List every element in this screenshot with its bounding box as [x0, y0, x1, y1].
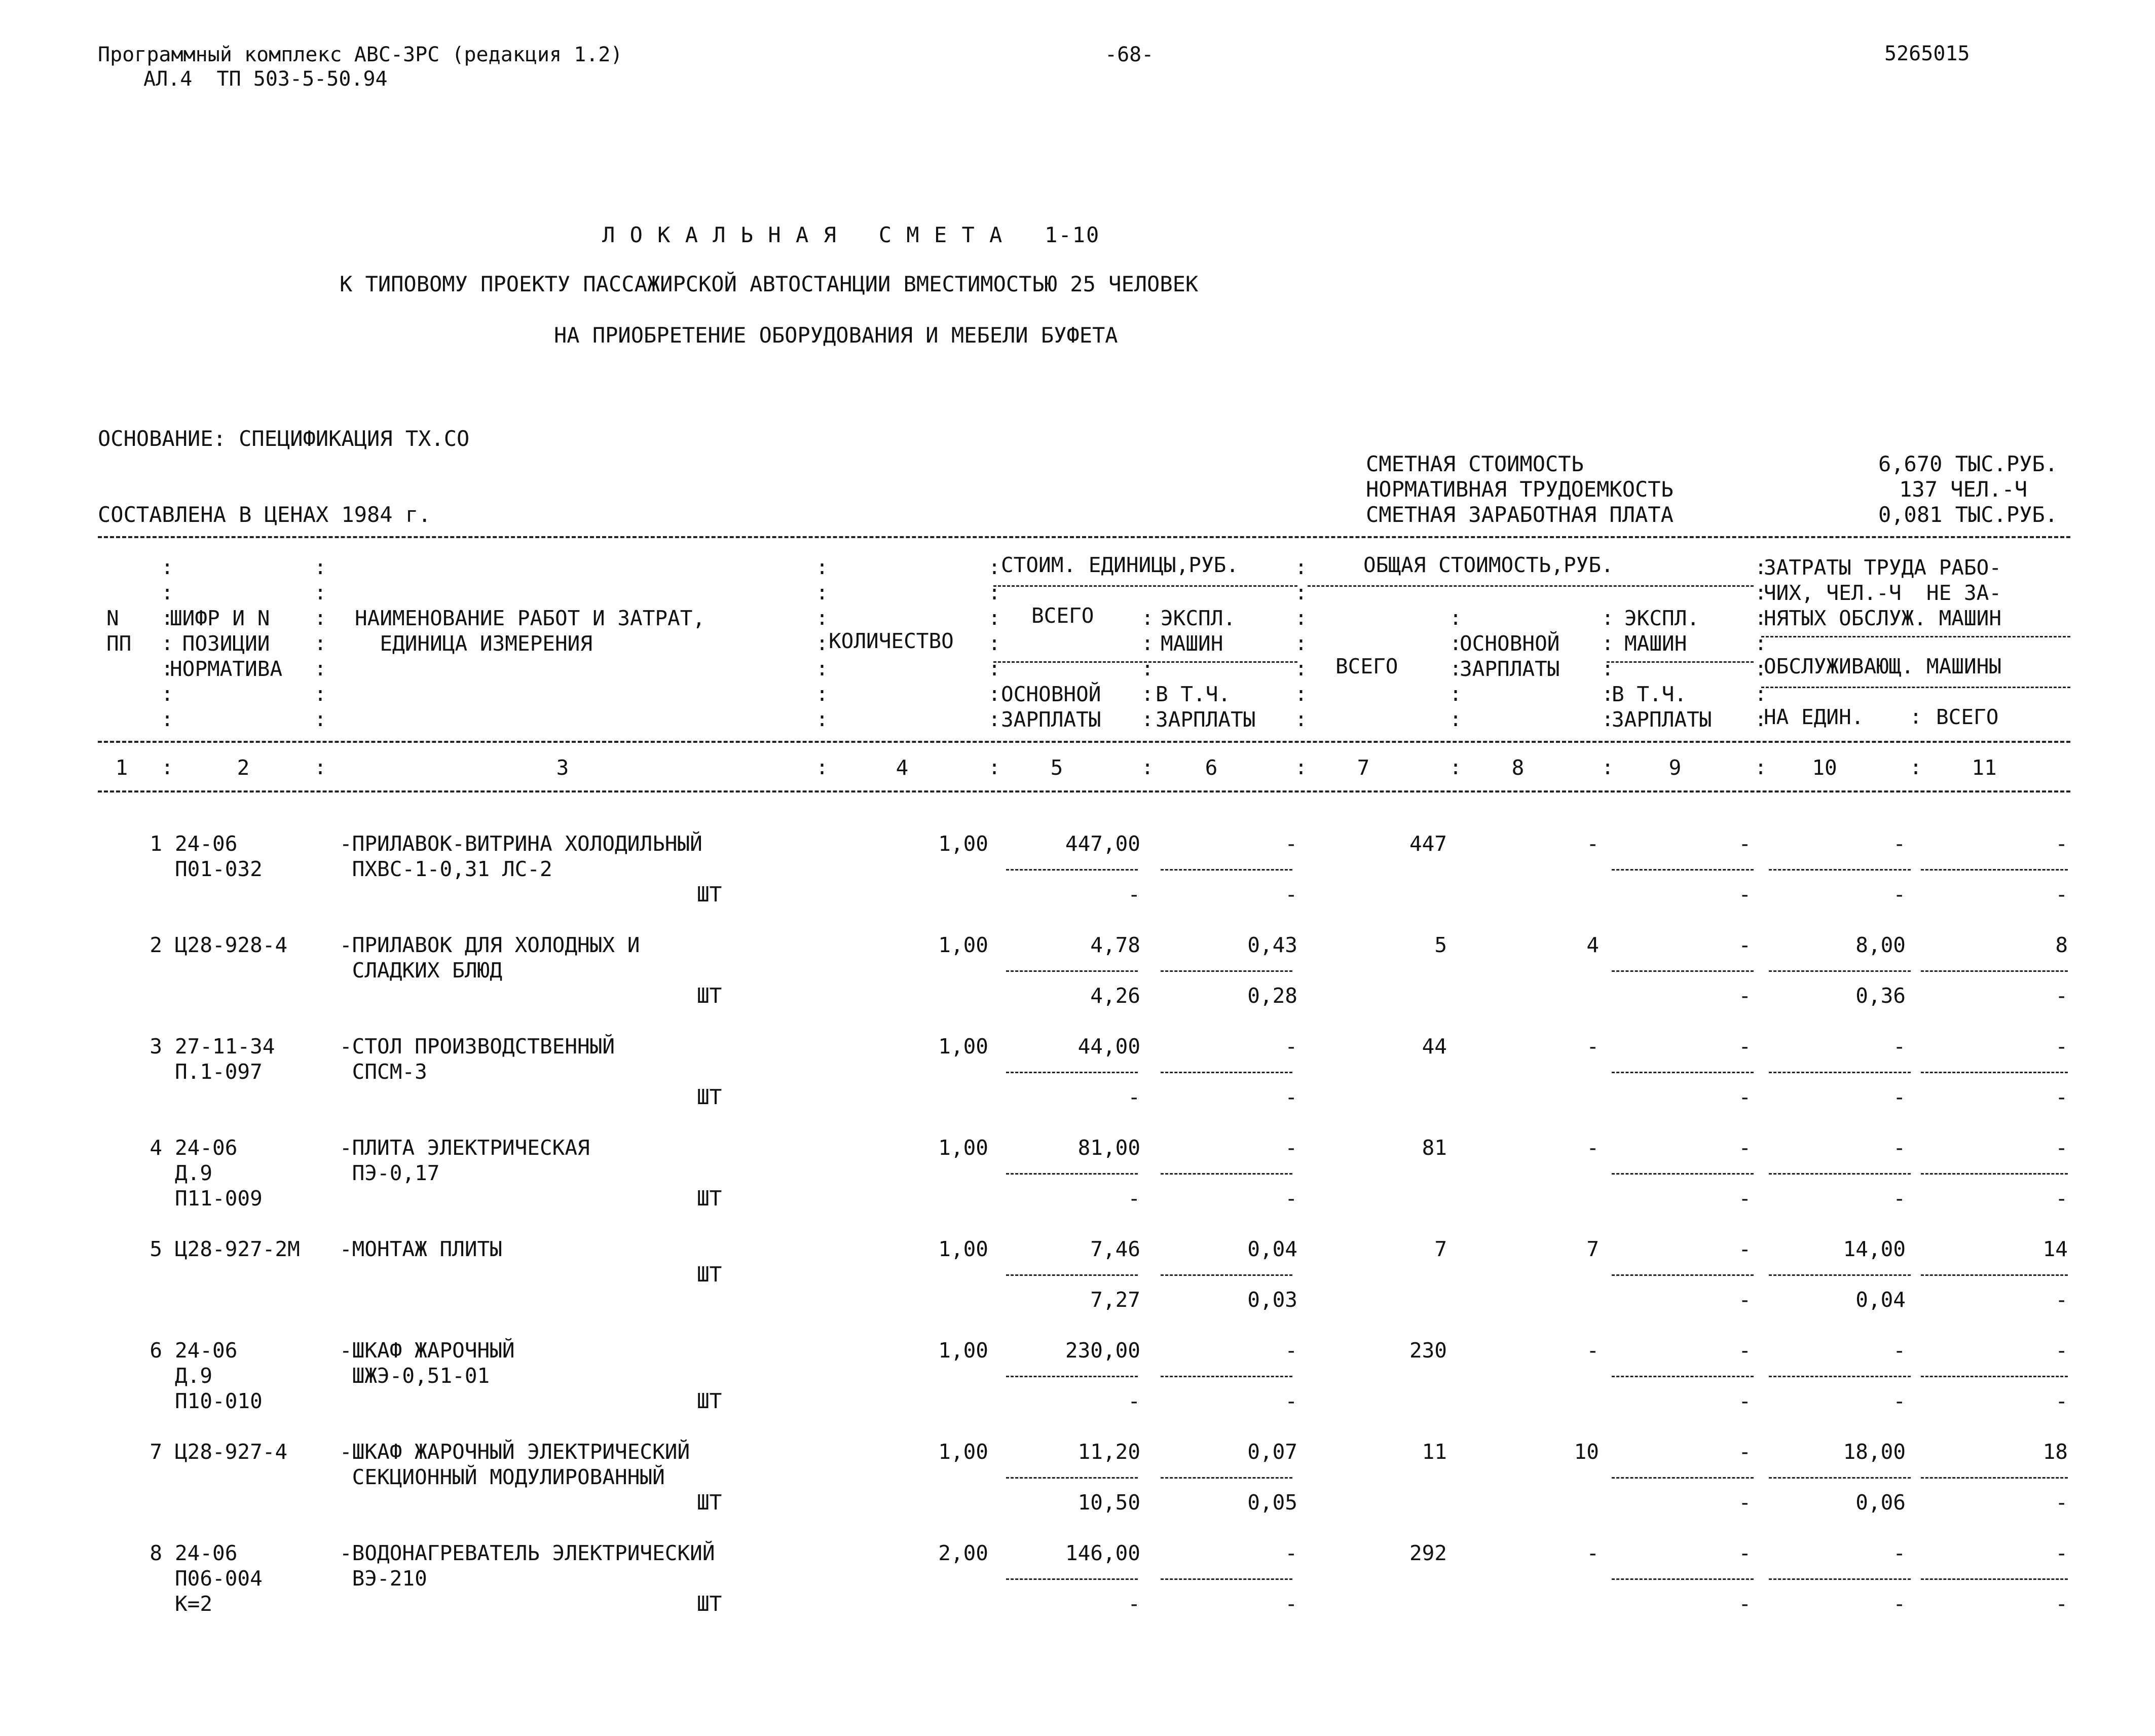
cell-divider: [1161, 1072, 1292, 1073]
document-subtitle-2: НА ПРИОБРЕТЕНИЕ ОБОРУДОВАНИЯ И МЕБЕЛИ БУФЕТА: [554, 323, 1118, 348]
row-total-wages: -: [1586, 1136, 1599, 1160]
row-unit-machine-wages: -: [1285, 882, 1297, 907]
row-number: 3: [150, 1034, 162, 1059]
row-labor-service-total: -: [2055, 1085, 2068, 1109]
row-labor-service-per-unit: -: [1893, 882, 1906, 907]
column-number: 1: [115, 756, 128, 780]
cell-divider: [1921, 1578, 2068, 1580]
row-labor-total: 18: [2042, 1440, 2068, 1464]
cell-divider: [1921, 1376, 2068, 1377]
row-name: -ШКАФ ЖАРОЧНЫЙ ШЖЭ-0,51-01: [340, 1338, 515, 1388]
row-name: -ПЛИТА ЭЛЕКТРИЧЕСКАЯ ПЭ-0,17: [340, 1136, 590, 1185]
cell-divider: [1161, 1376, 1292, 1377]
page-number: -68-: [1105, 43, 1154, 66]
row-total-machine-wages: -: [1738, 1288, 1751, 1312]
row-total: 5: [1434, 933, 1447, 957]
row-quantity: 1,00: [938, 1440, 988, 1464]
cell-divider: [1161, 1274, 1292, 1276]
summary-value: 6,670 ТЫС.РУБ.: [1878, 451, 2058, 476]
row-labor-total: 14: [2042, 1237, 2068, 1261]
row-total-machines: -: [1738, 1237, 1751, 1261]
row-labor-service-total: -: [2055, 1288, 2068, 1312]
row-name: -ШКАФ ЖАРОЧНЫЙ ЭЛЕКТРИЧЕСКИЙ СЕКЦИОННЫЙ МОДУЛИРОВАННЫЙ: [340, 1440, 690, 1489]
row-code: Ц28-928-4: [175, 933, 288, 957]
row-unit-total: 44,00: [1078, 1034, 1140, 1059]
row-total-machine-wages: -: [1738, 1592, 1751, 1616]
cell-divider: [1921, 1274, 2068, 1276]
row-unit-machines: -: [1285, 1338, 1297, 1363]
row-labor-total: -: [2055, 1034, 2068, 1059]
row-labor-total: -: [2055, 1136, 2068, 1160]
cell-divider: [1769, 1173, 1911, 1175]
column-number: 9: [1668, 756, 1682, 780]
row-total-wages: -: [1586, 1541, 1599, 1565]
cell-divider: [1612, 970, 1754, 972]
column-number: 6: [1205, 756, 1218, 780]
col-header-unit-wages: ОСНОВНОЙ ЗАРПЛАТЫ: [1001, 682, 1101, 732]
cell-divider: [1161, 1477, 1292, 1479]
row-number: 5: [150, 1237, 162, 1261]
row-name: -МОНТАЖ ПЛИТЫ: [340, 1237, 502, 1261]
row-unit-wages: -: [1128, 1592, 1140, 1616]
row-unit: ШТ: [697, 1389, 722, 1413]
table-top-rule: [98, 536, 2070, 538]
cell-divider: [1161, 869, 1292, 871]
cell-divider: [1006, 1477, 1138, 1479]
row-total-wages: -: [1586, 1338, 1599, 1363]
row-labor-per-unit: -: [1893, 1034, 1906, 1059]
column-numbers-rule: [98, 790, 2070, 792]
row-unit-total: 81,00: [1078, 1136, 1140, 1160]
column-number: 3: [556, 756, 569, 780]
row-labor-service-per-unit: 0,04: [1855, 1288, 1906, 1312]
row-labor-service-total: -: [2055, 1592, 2068, 1616]
cell-divider: [1006, 1173, 1138, 1175]
cell-divider: [1006, 1072, 1138, 1073]
row-total: 447: [1409, 832, 1447, 856]
col-header-total-machines: ЭКСПЛ. МАШИН: [1624, 606, 1700, 656]
document-subtitle: К ТИПОВОМУ ПРОЕКТУ ПАССАЖИРСКОЙ АВТОСТАНЦИИ ВМЕСТИМОСТЬЮ 25 ЧЕЛОВЕК: [340, 272, 1199, 296]
row-unit: ШТ: [697, 1085, 722, 1109]
cell-divider: [1612, 1072, 1754, 1073]
cell-divider: [1161, 970, 1292, 972]
row-unit-machine-wages: -: [1285, 1389, 1297, 1413]
col-header-labor: ЗАТРАТЫ ТРУДА РАБО- ЧИХ, ЧЕЛ.-Ч НЕ ЗА- НЯТЫХ ОБСЛУЖ. МАШИН: [1764, 555, 2001, 630]
row-total-machines: -: [1738, 1541, 1751, 1565]
row-unit-machine-wages: 0,05: [1247, 1490, 1297, 1515]
row-labor-total: 8: [2055, 933, 2068, 957]
row-unit: ШТ: [697, 1592, 722, 1616]
cell-divider: [1769, 1274, 1911, 1276]
row-total-wages: 7: [1586, 1237, 1599, 1261]
document-title: Л О К А Л Ь Н А Я С М Е Т А 1-10: [602, 222, 1100, 247]
cell-divider: [1921, 1173, 2068, 1175]
row-labor-service-per-unit: -: [1893, 1592, 1906, 1616]
row-unit-wages: -: [1128, 882, 1140, 907]
col-header-number: N ПП: [106, 606, 132, 656]
col-header-labor-service: ОБСЛУЖИВАЮЩ. МАШИНЫ: [1764, 654, 2001, 678]
row-total-machine-wages: -: [1738, 984, 1751, 1008]
cell-divider: [1769, 970, 1911, 972]
row-total: 292: [1409, 1541, 1447, 1565]
row-unit-machine-wages: -: [1285, 1186, 1297, 1211]
row-name: -ПРИЛАВОК-ВИТРИНА ХОЛОДИЛЬНЫЙ ПХВС-1-0,31 ЛС-2: [340, 832, 702, 881]
row-unit-total: 11,20: [1078, 1440, 1140, 1464]
labor-divider: [1761, 636, 2070, 637]
row-unit-machine-wages: 0,28: [1247, 984, 1297, 1008]
program-name: Программный комплекс АВС-3РС (редакция 1.2): [98, 43, 623, 66]
row-unit: ШТ: [697, 1262, 722, 1287]
row-total-machines: -: [1738, 832, 1751, 856]
column-number: 2: [237, 756, 250, 780]
row-unit-machines: -: [1285, 1034, 1297, 1059]
album-reference: АЛ.4 ТП 503-5-50.94: [143, 67, 388, 91]
summary-value: 137 ЧЕЛ.-Ч: [1899, 477, 2027, 502]
row-total: 44: [1422, 1034, 1447, 1059]
row-quantity: 1,00: [938, 1237, 988, 1261]
row-labor-service-total: -: [2055, 984, 2068, 1008]
column-number: 11: [1972, 756, 1997, 780]
row-unit-machine-wages: -: [1285, 1592, 1297, 1616]
row-total-machine-wages: -: [1738, 1085, 1751, 1109]
row-unit-machines: -: [1285, 1541, 1297, 1565]
cell-divider: [1006, 1274, 1138, 1276]
row-code: 24-06 Д.9 П10-010: [175, 1338, 263, 1413]
col-header-unit-machines: ЭКСПЛ. МАШИН: [1161, 606, 1236, 656]
summary-label: СМЕТНАЯ СТОИМОСТЬ: [1366, 451, 1584, 476]
row-labor-service-per-unit: -: [1893, 1186, 1906, 1211]
row-unit-total: 4,78: [1090, 933, 1140, 957]
row-unit-total: 447,00: [1065, 832, 1140, 856]
col-header-code: ШИФР И N ПОЗИЦИИ НОРМАТИВА: [170, 606, 283, 681]
column-number: 8: [1511, 756, 1525, 780]
row-total-wages: 4: [1586, 933, 1599, 957]
unit-cost-divider: [993, 585, 1297, 587]
machines-subdivider: [1607, 661, 1754, 663]
col-header-quantity: КОЛИЧЕСТВО: [829, 629, 954, 653]
row-name: -СТОЛ ПРОИЗВОДСТВЕННЫЙ СПСМ-3: [340, 1034, 615, 1084]
cell-divider: [1612, 1477, 1754, 1479]
row-quantity: 1,00: [938, 933, 988, 957]
col-header-unit-total: ВСЕГО: [1031, 603, 1094, 628]
col-header-total-cost: ОБЩАЯ СТОИМОСТЬ,РУБ.: [1363, 553, 1614, 577]
row-unit-wages: 7,27: [1090, 1288, 1140, 1312]
cell-divider: [1612, 1376, 1754, 1377]
row-labor-total: -: [2055, 832, 2068, 856]
col-header-total: ВСЕГО: [1335, 654, 1398, 678]
row-unit: ШТ: [697, 882, 722, 907]
row-number: 7: [150, 1440, 162, 1464]
row-unit-machine-wages: 0,03: [1247, 1288, 1297, 1312]
row-unit-total: 146,00: [1065, 1541, 1140, 1565]
row-total-machines: -: [1738, 1440, 1751, 1464]
prices-line: СОСТАВЛЕНА В ЦЕНАХ 1984 г.: [98, 502, 431, 527]
row-labor-per-unit: -: [1893, 1338, 1906, 1363]
row-quantity: 1,00: [938, 1034, 988, 1059]
summary-value: 0,081 ТЫС.РУБ.: [1878, 502, 2058, 527]
row-total-machine-wages: -: [1738, 882, 1751, 907]
row-labor-service-total: -: [2055, 1186, 2068, 1211]
row-total: 81: [1422, 1136, 1447, 1160]
cell-divider: [1921, 970, 2068, 972]
row-unit-wages: 4,26: [1090, 984, 1140, 1008]
column-number: 4: [896, 756, 909, 780]
cell-divider: [1769, 869, 1911, 871]
row-code: Ц28-927-2М: [175, 1237, 300, 1261]
column-number: 10: [1812, 756, 1837, 780]
row-code: 24-06 Д.9 П11-009: [175, 1136, 263, 1211]
cell-divider: [1921, 1477, 2068, 1479]
row-unit-machines: 0,07: [1247, 1440, 1297, 1464]
row-quantity: 2,00: [938, 1541, 988, 1565]
row-labor-service-per-unit: -: [1893, 1085, 1906, 1109]
summary-label: СМЕТНАЯ ЗАРАБОТНАЯ ПЛАТА: [1366, 502, 1674, 527]
cell-divider: [1612, 1578, 1754, 1580]
row-code: 27-11-34 П.1-097: [175, 1034, 275, 1084]
column-number: 5: [1050, 756, 1063, 780]
row-unit-machines: -: [1285, 1136, 1297, 1160]
row-labor-per-unit: -: [1893, 832, 1906, 856]
row-labor-service-total: -: [2055, 1389, 2068, 1413]
cell-divider: [1769, 1477, 1911, 1479]
document-code: 5265015: [1884, 42, 1970, 65]
row-quantity: 1,00: [938, 832, 988, 856]
row-unit-wages: 10,50: [1078, 1490, 1140, 1515]
row-unit-machine-wages: -: [1285, 1085, 1297, 1109]
row-number: 6: [150, 1338, 162, 1363]
row-unit-wages: -: [1128, 1085, 1140, 1109]
labor-subdivider: [1761, 687, 2070, 688]
cell-divider: [1006, 1376, 1138, 1377]
row-labor-per-unit: -: [1893, 1541, 1906, 1565]
row-labor-service-per-unit: 0,06: [1855, 1490, 1906, 1515]
row-labor-total: -: [2055, 1338, 2068, 1363]
cell-divider: [1161, 1173, 1292, 1175]
cell-divider: [1921, 1072, 2068, 1073]
row-total: 11: [1422, 1440, 1447, 1464]
row-quantity: 1,00: [938, 1338, 988, 1363]
row-total: 7: [1434, 1237, 1447, 1261]
row-unit-total: 7,46: [1090, 1237, 1140, 1261]
col-header-total-machine-wages: В Т.Ч. ЗАРПЛАТЫ: [1612, 682, 1712, 732]
row-labor-per-unit: -: [1893, 1136, 1906, 1160]
row-total-machines: -: [1738, 1136, 1751, 1160]
row-number: 4: [150, 1136, 162, 1160]
col-header-name: НАИМЕНОВАНИЕ РАБОТ И ЗАТРАТ, ЕДИНИЦА ИЗМЕРЕНИЯ: [355, 606, 705, 656]
row-total-machine-wages: -: [1738, 1389, 1751, 1413]
row-number: 1: [150, 832, 162, 856]
col-header-unit-machine-wages: В Т.Ч. ЗАРПЛАТЫ: [1156, 682, 1256, 732]
row-code: 24-06 П06-004 К=2: [175, 1541, 263, 1616]
row-total-machines: -: [1738, 933, 1751, 957]
row-total-machine-wages: -: [1738, 1186, 1751, 1211]
row-name: -ПРИЛАВОК ДЛЯ ХОЛОДНЫХ И СЛАДКИХ БЛЮД: [340, 933, 640, 983]
cell-divider: [1612, 869, 1754, 871]
row-labor-per-unit: 8,00: [1855, 933, 1906, 957]
row-labor-service-total: -: [2055, 1490, 2068, 1515]
cell-divider: [1161, 1578, 1292, 1580]
row-labor-per-unit: 18,00: [1843, 1440, 1906, 1464]
row-total-machines: -: [1738, 1034, 1751, 1059]
row-labor-per-unit: 14,00: [1843, 1237, 1906, 1261]
cell-divider: [1612, 1173, 1754, 1175]
col-header-total-wages: ОСНОВНОЙ ЗАРПЛАТЫ: [1460, 631, 1560, 681]
row-code: Ц28-927-4: [175, 1440, 288, 1464]
row-unit-total: 230,00: [1065, 1338, 1140, 1363]
basis-line: ОСНОВАНИЕ: СПЕЦИФИКАЦИЯ ТХ.СО: [98, 426, 470, 451]
row-number: 2: [150, 933, 162, 957]
cell-divider: [1921, 869, 2068, 871]
row-code: 24-06 П01-032: [175, 832, 263, 881]
row-labor-service-per-unit: -: [1893, 1389, 1906, 1413]
row-unit-machines: 0,43: [1247, 933, 1297, 957]
row-unit: ШТ: [697, 1490, 722, 1515]
row-name: -ВОДОНАГРЕВАТЕЛЬ ЭЛЕКТРИЧЕСКИЙ ВЭ-210: [340, 1541, 715, 1591]
row-unit-machines: -: [1285, 832, 1297, 856]
row-labor-service-per-unit: 0,36: [1855, 984, 1906, 1008]
row-total-machines: -: [1738, 1338, 1751, 1363]
row-unit-wages: -: [1128, 1389, 1140, 1413]
cell-divider: [1006, 970, 1138, 972]
row-quantity: 1,00: [938, 1136, 988, 1160]
row-total-machine-wages: -: [1738, 1490, 1751, 1515]
summary-label: НОРМАТИВНАЯ ТРУДОЕМКОСТЬ: [1366, 477, 1674, 502]
row-unit: ШТ: [697, 984, 722, 1008]
row-labor-total: -: [2055, 1541, 2068, 1565]
col-header-labor-per-unit: НА ЕДИН.: [1764, 705, 1864, 729]
row-total: 230: [1409, 1338, 1447, 1363]
row-unit: ШТ: [697, 1186, 722, 1211]
col-header-labor-total: ВСЕГО: [1936, 705, 1999, 729]
cell-divider: [1769, 1376, 1911, 1377]
row-unit-wages: -: [1128, 1186, 1140, 1211]
row-total-wages: -: [1586, 1034, 1599, 1059]
cell-divider: [1769, 1578, 1911, 1580]
row-unit-machines: 0,04: [1247, 1237, 1297, 1261]
header-bottom-rule: [98, 741, 2070, 743]
row-number: 8: [150, 1541, 162, 1565]
cell-divider: [1612, 1274, 1754, 1276]
row-total-wages: 10: [1574, 1440, 1599, 1464]
column-number: 7: [1357, 756, 1370, 780]
row-labor-service-total: -: [2055, 882, 2068, 907]
col-header-unit-cost: СТОИМ. ЕДИНИЦЫ,РУБ.: [1001, 553, 1239, 577]
cell-divider: [1769, 1072, 1911, 1073]
cell-divider: [1006, 869, 1138, 871]
total-cost-divider: [1308, 585, 1754, 587]
cell-divider: [1006, 1578, 1138, 1580]
row-total-wages: -: [1586, 832, 1599, 856]
